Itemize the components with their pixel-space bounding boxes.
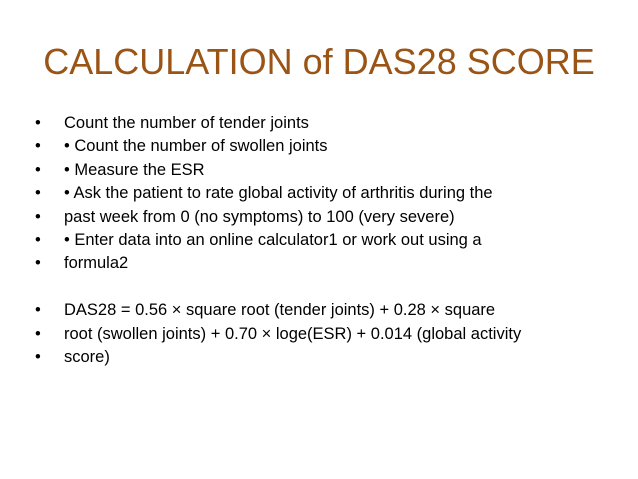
bullet-item bbox=[35, 182, 630, 205]
bullet-icon: • bbox=[35, 347, 41, 366]
bullet-icon: • bbox=[35, 137, 41, 156]
bullet-icon: • bbox=[35, 324, 41, 343]
bullet-text: score) bbox=[64, 347, 110, 366]
bullet-item bbox=[35, 299, 630, 322]
bullet-item bbox=[35, 346, 630, 369]
bullet-icon: • bbox=[35, 230, 41, 249]
bullet-item bbox=[35, 112, 630, 135]
bullet-icon: • bbox=[35, 114, 41, 132]
bullet-text: Count the number of tender joints bbox=[64, 114, 309, 132]
bullet-text: root (swollen joints) + 0.70 × loge(ESR) + 0.014 (global activity bbox=[64, 324, 522, 343]
bullet-item bbox=[35, 252, 630, 275]
bullet-text: past week from 0 (no symptoms) to 100 (very severe) bbox=[64, 207, 455, 226]
bullet-text: formula2 bbox=[64, 254, 129, 273]
bullet-icon: • bbox=[35, 254, 41, 273]
bullet-text: • Count the number of swollen joints bbox=[64, 137, 328, 156]
bullet-list bbox=[35, 112, 630, 369]
bullet-item bbox=[35, 159, 630, 182]
bullet-text: • Measure the ESR bbox=[64, 160, 205, 179]
bullet-item bbox=[35, 229, 630, 252]
bullet-item bbox=[35, 323, 630, 346]
bullet-text: • Ask the patient to rate global activity of arthritis during the bbox=[64, 184, 493, 203]
bullet-item bbox=[35, 135, 630, 158]
bullet-icon: • bbox=[35, 301, 41, 320]
bullet-item bbox=[35, 206, 630, 229]
bullet-icon: • bbox=[35, 160, 41, 179]
bullet-icon: • bbox=[35, 207, 41, 226]
bullet-icon: • bbox=[35, 184, 41, 203]
bullet-text: • Enter data into an online calculator1 or work out using a bbox=[64, 230, 482, 249]
bullet-text: DAS28 = 0.56 × square root (tender joints) + 0.28 × square bbox=[64, 301, 496, 320]
slide-title: CALCULATION of DAS28 SCORE bbox=[43, 41, 595, 82]
